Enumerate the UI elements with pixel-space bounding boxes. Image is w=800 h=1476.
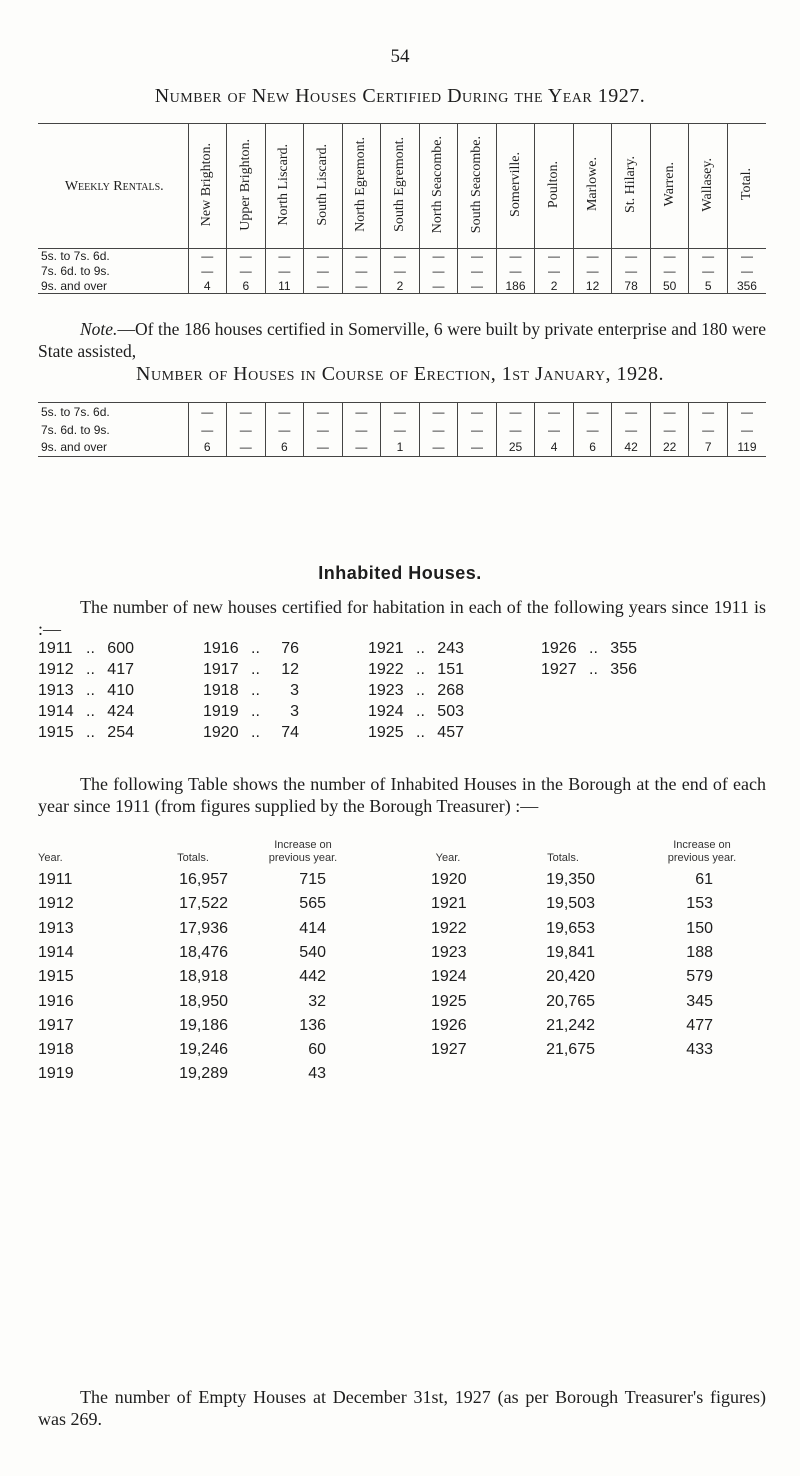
inhabited-increase: 477 bbox=[686, 1016, 713, 1034]
table-cell: 119 bbox=[727, 439, 766, 457]
inhabited-increase: 442 bbox=[299, 968, 326, 986]
inhabited-total: 20,420 bbox=[546, 968, 595, 986]
certified-count: 356 bbox=[610, 661, 637, 678]
table-cell: — bbox=[727, 421, 766, 439]
table-cell: — bbox=[535, 403, 574, 421]
certified-count: 268 bbox=[437, 682, 464, 699]
erection-table bbox=[38, 402, 766, 457]
table-cell: — bbox=[188, 403, 227, 421]
inhabited-year: 1922 bbox=[431, 919, 467, 937]
table-cell: — bbox=[573, 421, 612, 439]
note-text: —Of the 186 houses certified in Somerville, 6 were built by private enterprise and 180 were State assisted, bbox=[38, 319, 766, 361]
column-header: Somerville. bbox=[496, 124, 535, 249]
inhabited-total: 21,242 bbox=[546, 1016, 595, 1034]
certified-count: 410 bbox=[107, 682, 134, 699]
table-cell: 1 bbox=[381, 439, 420, 457]
inhabited-year: 1918 bbox=[38, 1041, 74, 1059]
certified-table bbox=[38, 123, 766, 294]
inhabited-total: 20,765 bbox=[546, 992, 595, 1010]
table-cell: 4 bbox=[535, 439, 574, 457]
table-row bbox=[38, 993, 766, 1017]
table-row bbox=[38, 439, 766, 457]
table-row bbox=[38, 871, 766, 895]
inhabited-total: 18,476 bbox=[179, 943, 228, 961]
inhabited-increase: 433 bbox=[686, 1041, 713, 1059]
table-cell: — bbox=[227, 421, 266, 439]
leader-dots: .. bbox=[251, 640, 260, 657]
table-cell: — bbox=[342, 249, 381, 264]
table-cell: — bbox=[612, 403, 651, 421]
certified-count: 3 bbox=[290, 682, 299, 699]
table-cell: — bbox=[304, 249, 343, 264]
table-row bbox=[38, 1017, 766, 1041]
inhabited-total: 18,950 bbox=[179, 992, 228, 1010]
note-paragraph bbox=[38, 318, 766, 362]
erection-heading: Number of Houses in Course of Erection, 1st January, 1928. bbox=[136, 363, 664, 385]
table-cell: — bbox=[342, 279, 381, 294]
table-cell: — bbox=[650, 421, 689, 439]
totals-header-right: Totals. bbox=[547, 852, 579, 864]
table-cell: — bbox=[304, 279, 343, 294]
certified-count: 74 bbox=[281, 724, 299, 741]
certified-count: 254 bbox=[107, 724, 134, 741]
leader-dots: .. bbox=[86, 661, 95, 678]
inhabited-total: 19,653 bbox=[546, 919, 595, 937]
table-row bbox=[38, 920, 766, 944]
certified-year: 1919 bbox=[203, 703, 239, 720]
totals-header-left: Totals. bbox=[177, 852, 209, 864]
table-cell: 22 bbox=[650, 439, 689, 457]
column-header: North Seacombe. bbox=[419, 124, 458, 249]
certified-year: 1922 bbox=[368, 661, 404, 678]
certified-year: 1916 bbox=[203, 640, 239, 657]
table-row bbox=[38, 421, 766, 439]
table-cell: — bbox=[188, 421, 227, 439]
certified-year: 1924 bbox=[368, 703, 404, 720]
table-cell: 2 bbox=[381, 279, 420, 294]
inhabited-total: 17,522 bbox=[179, 895, 228, 913]
certified-count: 503 bbox=[437, 703, 464, 720]
table-cell: — bbox=[381, 264, 420, 279]
table-cell: 25 bbox=[496, 439, 535, 457]
table-cell: — bbox=[419, 421, 458, 439]
leader-dots: .. bbox=[251, 724, 260, 741]
table-cell: — bbox=[612, 264, 651, 279]
table-cell: — bbox=[458, 403, 497, 421]
table-cell: — bbox=[650, 403, 689, 421]
inhabited-year: 1919 bbox=[38, 1065, 74, 1083]
table-cell: — bbox=[265, 403, 304, 421]
row-label: 9s. and over bbox=[38, 439, 188, 457]
row-label: 5s. to 7s. 6d. bbox=[41, 249, 110, 264]
table-cell: — bbox=[458, 439, 497, 457]
table-cell: — bbox=[419, 249, 458, 264]
inhabited-year: 1913 bbox=[38, 919, 74, 937]
inhabited-year: 1925 bbox=[431, 992, 467, 1010]
inhabited-total: 19,350 bbox=[546, 871, 595, 888]
inhabited-total: 19,289 bbox=[179, 1065, 228, 1083]
table-cell: — bbox=[188, 264, 227, 279]
certified-year: 1911 bbox=[38, 640, 73, 657]
inhabited-total: 19,841 bbox=[546, 943, 595, 961]
note-lead: Note. bbox=[80, 319, 118, 339]
table-cell: — bbox=[227, 439, 266, 457]
inhabited-paragraph: The following Table shows the number of Inhabited Houses in the Borough at the end of each year since 1911 (from figures supplied by the Borough Treasurer) :— bbox=[38, 774, 766, 816]
inhabited-increase: 188 bbox=[686, 943, 713, 961]
column-header: New Brighton. bbox=[188, 124, 227, 249]
inhabited-year: 1916 bbox=[38, 992, 74, 1010]
table-cell: — bbox=[496, 264, 535, 279]
inhabited-year: 1917 bbox=[38, 1016, 74, 1034]
leader-dots: .. bbox=[416, 661, 425, 678]
table-cell: — bbox=[381, 421, 420, 439]
table-cell: — bbox=[689, 264, 728, 279]
table-cell: — bbox=[612, 249, 651, 264]
inhabited-year: 1927 bbox=[431, 1041, 467, 1059]
inhabited-total: 19,186 bbox=[179, 1016, 228, 1034]
table-row bbox=[38, 403, 766, 421]
inhabited-increase: 715 bbox=[299, 871, 326, 888]
table-row bbox=[38, 1065, 766, 1089]
table-cell: 12 bbox=[573, 279, 612, 294]
row-label: 7s. 6d. to 9s. bbox=[41, 264, 110, 278]
certified-year: 1927 bbox=[541, 661, 577, 678]
table-cell: 11 bbox=[265, 279, 304, 294]
inhabited-year: 1924 bbox=[431, 968, 467, 986]
table-cell: — bbox=[227, 249, 266, 264]
year-header-right: Year. bbox=[435, 852, 461, 864]
inhabited-total: 21,675 bbox=[546, 1041, 595, 1059]
certified-year: 1918 bbox=[203, 682, 239, 699]
year-header-left: Year. bbox=[38, 852, 63, 864]
certified-year: 1925 bbox=[368, 724, 404, 741]
certified-count: 3 bbox=[290, 703, 299, 720]
column-header: Warren. bbox=[650, 124, 689, 249]
certified-year: 1912 bbox=[38, 661, 74, 678]
table-cell: — bbox=[227, 264, 266, 279]
increase-header-right: Increase on previous year. bbox=[667, 839, 737, 864]
inhabited-increase: 540 bbox=[299, 943, 326, 961]
leader-dots: .. bbox=[589, 661, 598, 678]
table-row bbox=[38, 264, 766, 279]
table-cell: 7 bbox=[689, 439, 728, 457]
table-cell: — bbox=[419, 264, 458, 279]
leader-dots: .. bbox=[86, 703, 95, 720]
inhabited-increase: 579 bbox=[686, 968, 713, 986]
table-cell: — bbox=[496, 249, 535, 264]
certified-year: 1920 bbox=[203, 724, 239, 741]
table-cell: 6 bbox=[265, 439, 304, 457]
column-header: North Egremont. bbox=[342, 124, 381, 249]
table-cell: — bbox=[304, 403, 343, 421]
table-cell: — bbox=[419, 403, 458, 421]
table-row bbox=[38, 968, 766, 992]
leader-dots: .. bbox=[86, 682, 95, 699]
table-cell: — bbox=[304, 421, 343, 439]
leader-dots: .. bbox=[251, 661, 260, 678]
leader-dots: .. bbox=[86, 640, 95, 657]
table-cell: — bbox=[689, 249, 728, 264]
table-cell: — bbox=[727, 403, 766, 421]
certified-count: 76 bbox=[281, 640, 299, 657]
leader-dots: .. bbox=[251, 682, 260, 699]
inhabited-increase: 60 bbox=[308, 1041, 326, 1059]
table-cell: — bbox=[496, 421, 535, 439]
table-cell: — bbox=[381, 249, 420, 264]
row-label: 7s. 6d. to 9s. bbox=[41, 422, 110, 437]
table-cell: — bbox=[573, 403, 612, 421]
inhabited-heading: Inhabited Houses. bbox=[318, 563, 482, 583]
inhabited-increase: 153 bbox=[686, 895, 713, 913]
table-cell: — bbox=[727, 264, 766, 279]
table-cell: 6 bbox=[573, 439, 612, 457]
table-row bbox=[38, 944, 766, 968]
table-cell: 5 bbox=[689, 279, 728, 294]
table-cell: — bbox=[304, 264, 343, 279]
table-cell: — bbox=[650, 264, 689, 279]
inhabited-total: 19,503 bbox=[546, 895, 595, 913]
inhabited-increase: 414 bbox=[299, 919, 326, 937]
table-cell: — bbox=[689, 403, 728, 421]
table-cell: — bbox=[496, 403, 535, 421]
table-cell: — bbox=[342, 264, 381, 279]
certified-year: 1915 bbox=[38, 724, 74, 741]
certified-year: 1923 bbox=[368, 682, 404, 699]
table-cell: — bbox=[535, 249, 574, 264]
table-cell: — bbox=[304, 439, 343, 457]
table-cell: — bbox=[727, 249, 766, 264]
column-header: North Liscard. bbox=[265, 124, 304, 249]
table-cell: 4 bbox=[188, 279, 227, 294]
table-cell: — bbox=[573, 264, 612, 279]
column-header: Wallasey. bbox=[689, 124, 728, 249]
table-cell: 2 bbox=[535, 279, 574, 294]
inhabited-year: 1926 bbox=[431, 1016, 467, 1034]
inhabited-total: 19,246 bbox=[179, 1041, 228, 1059]
table-cell: — bbox=[458, 421, 497, 439]
inhabited-year: 1923 bbox=[431, 943, 467, 961]
increase-header-left: Increase on previous year. bbox=[268, 839, 338, 864]
table-cell: — bbox=[535, 421, 574, 439]
table-cell: 186 bbox=[496, 279, 535, 294]
column-header: Total. bbox=[727, 124, 766, 249]
inhabited-year: 1915 bbox=[38, 968, 74, 986]
table-cell: — bbox=[342, 439, 381, 457]
row-label: 5s. to 7s. 6d. bbox=[41, 404, 110, 419]
table-cell: 78 bbox=[612, 279, 651, 294]
table-cell: — bbox=[458, 279, 497, 294]
certified-count: 12 bbox=[281, 661, 299, 678]
inhabited-increase: 345 bbox=[686, 992, 713, 1010]
table-cell: — bbox=[458, 249, 497, 264]
column-header: Upper Brighton. bbox=[227, 124, 266, 249]
empty-houses-paragraph: The number of Empty Houses at December 31st, 1927 (as per Borough Treasurer's figures) was 269. bbox=[38, 1387, 766, 1429]
inhabited-year: 1911 bbox=[38, 871, 73, 888]
column-header: St. Hilary. bbox=[612, 124, 651, 249]
certified-year: 1926 bbox=[541, 640, 577, 657]
certified-year: 1917 bbox=[203, 661, 239, 678]
inhabited-increase: 565 bbox=[299, 895, 326, 913]
table-row bbox=[38, 249, 766, 264]
row-label-header: Weekly Rentals. bbox=[64, 178, 164, 194]
table-row bbox=[38, 895, 766, 919]
table-cell: 42 bbox=[612, 439, 651, 457]
table-row bbox=[38, 279, 766, 294]
table-header-row bbox=[38, 124, 766, 249]
leader-dots: .. bbox=[251, 703, 260, 720]
table-cell: — bbox=[419, 279, 458, 294]
inhabited-increase: 61 bbox=[695, 871, 713, 888]
column-header: South Liscard. bbox=[304, 124, 343, 249]
inhabited-total: 16,957 bbox=[179, 871, 228, 888]
inhabited-total: 18,918 bbox=[179, 968, 228, 986]
inhabited-increase: 43 bbox=[308, 1065, 326, 1083]
column-header: South Seacombe. bbox=[458, 124, 497, 249]
column-header: Marlowe. bbox=[573, 124, 612, 249]
table-row bbox=[38, 1041, 766, 1065]
table-cell: — bbox=[381, 403, 420, 421]
table-cell: 6 bbox=[227, 279, 266, 294]
leader-dots: .. bbox=[589, 640, 598, 657]
table-cell: 6 bbox=[188, 439, 227, 457]
page-number: 54 bbox=[390, 46, 410, 67]
inhabited-total: 17,936 bbox=[179, 919, 228, 937]
table-cell: — bbox=[265, 249, 304, 264]
inhabited-year: 1921 bbox=[431, 895, 467, 913]
certified-count: 417 bbox=[107, 661, 134, 678]
column-header: South Egremont. bbox=[381, 124, 420, 249]
table-cell: — bbox=[650, 249, 689, 264]
inhabited-year: 1914 bbox=[38, 943, 74, 961]
certified-years-paragraph: The number of new houses certified for habitation in each of the following years since 1911 is :— bbox=[38, 597, 766, 639]
leader-dots: .. bbox=[416, 640, 425, 657]
certified-count: 600 bbox=[107, 640, 134, 657]
inhabited-year: 1912 bbox=[38, 895, 74, 913]
table-cell: — bbox=[612, 421, 651, 439]
inhabited-increase: 32 bbox=[308, 992, 326, 1010]
certified-count: 424 bbox=[107, 703, 134, 720]
leader-dots: .. bbox=[86, 724, 95, 741]
leader-dots: .. bbox=[416, 703, 425, 720]
inhabited-increase: 150 bbox=[686, 919, 713, 937]
inhabited-increase: 136 bbox=[299, 1016, 326, 1034]
table-cell: — bbox=[419, 439, 458, 457]
leader-dots: .. bbox=[416, 682, 425, 699]
table-cell: 356 bbox=[727, 279, 766, 294]
table-cell: — bbox=[265, 421, 304, 439]
table-cell: — bbox=[458, 264, 497, 279]
table-cell: — bbox=[535, 264, 574, 279]
table-cell: — bbox=[265, 264, 304, 279]
certified-count: 355 bbox=[610, 640, 637, 657]
table-cell: — bbox=[689, 421, 728, 439]
certified-heading: Number of New Houses Certified During the Year 1927. bbox=[154, 85, 646, 107]
column-header: Poulton. bbox=[535, 124, 574, 249]
leader-dots: .. bbox=[416, 724, 425, 741]
table-cell: — bbox=[342, 421, 381, 439]
certified-count: 243 bbox=[437, 640, 464, 657]
table-cell: 50 bbox=[650, 279, 689, 294]
certified-year: 1914 bbox=[38, 703, 74, 720]
certified-count: 457 bbox=[437, 724, 464, 741]
table-cell: — bbox=[342, 403, 381, 421]
certified-year: 1921 bbox=[368, 640, 404, 657]
table-cell: — bbox=[188, 249, 227, 264]
certified-year: 1913 bbox=[38, 682, 74, 699]
table-cell: — bbox=[227, 403, 266, 421]
row-label: 9s. and over bbox=[38, 279, 188, 294]
inhabited-year: 1920 bbox=[431, 871, 467, 888]
table-cell: — bbox=[573, 249, 612, 264]
certified-count: 151 bbox=[437, 661, 464, 678]
